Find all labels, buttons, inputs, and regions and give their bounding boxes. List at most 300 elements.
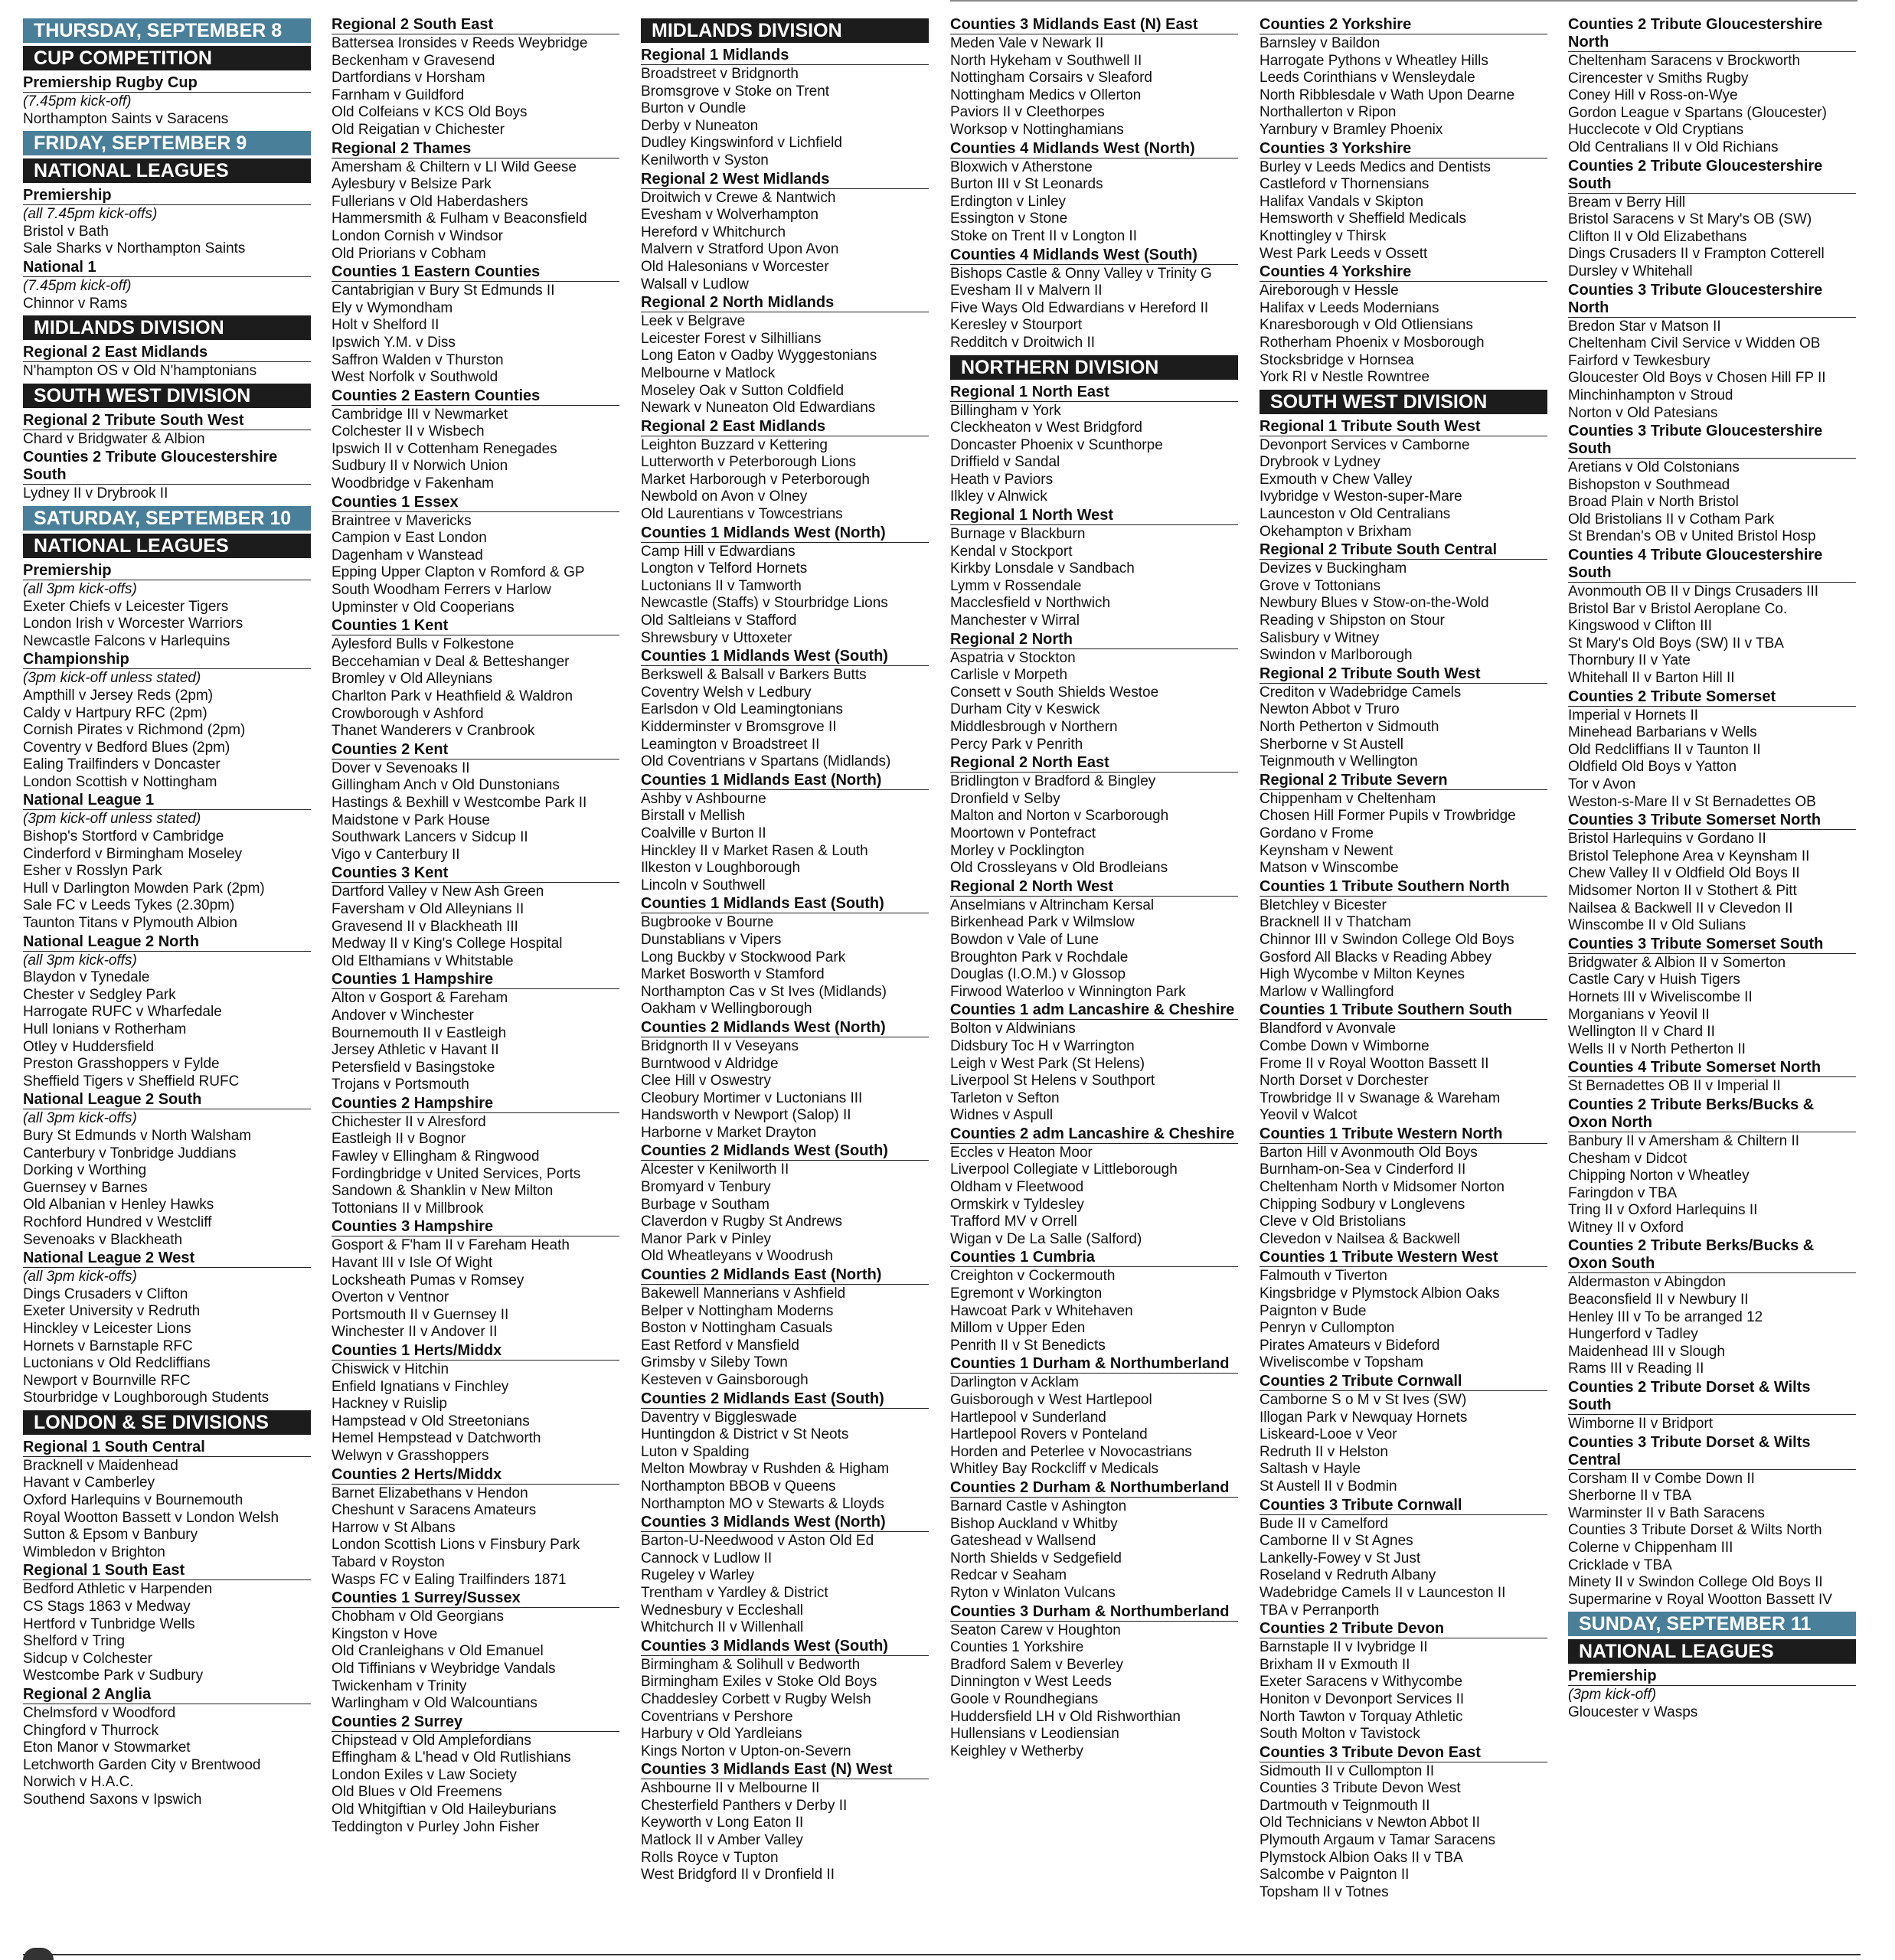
fixture: Teignmouth v Wellington — [1260, 753, 1418, 770]
fixture: Imperial v Hornets II — [1568, 707, 1698, 724]
fixture: Heath v Paviors — [950, 471, 1054, 488]
fixture: Blandford v Avonvale — [1260, 1021, 1397, 1037]
fixture: Wednesbury v Eccleshall — [641, 1602, 803, 1619]
fixture: Stourbridge v Loughborough Students — [23, 1390, 270, 1406]
fixture: Canterbury v Tonbridge Juddians — [23, 1145, 237, 1161]
fixture: Ivybridge v Weston-super-Mare — [1260, 488, 1462, 505]
division-banner: NATIONAL LEAGUES — [23, 158, 311, 183]
fixture: Epping Upper Clapton v Romford & GP — [332, 564, 585, 581]
fixture: Lutterworth v Peterborough Lions — [641, 454, 856, 471]
league-heading: Counties 2 Midlands West (North) — [641, 1018, 929, 1037]
fixture: Coventry Welsh v Ledbury — [641, 684, 812, 701]
fixture: Northampton MO v Stewarts & Lloyds — [641, 1495, 884, 1512]
fixture: Hull Ionians v Rotherham — [23, 1021, 187, 1037]
fixture: West Bridgford II v Dronfield II — [641, 1867, 835, 1883]
fixture: Cinderford v Birmingham Moseley — [23, 845, 243, 862]
fixture: Chippenham v Cheltenham — [1260, 790, 1436, 807]
fixture: Harbury v Old Yardleians — [641, 1726, 802, 1743]
fixture: Millom v Upper Eden — [950, 1320, 1086, 1337]
league-heading: Regional 1 North East — [950, 383, 1238, 402]
league-heading: Regional 2 South East — [332, 15, 619, 34]
fixture: Vigo v Canterbury II — [332, 846, 460, 863]
fixture: Bolton v Aldwinians — [950, 1021, 1076, 1037]
fixture: Ryton v Winlaton Vulcans — [950, 1584, 1116, 1601]
fixture: Norton v Old Patesians — [1568, 404, 1718, 421]
fixture: Kendal v Stockport — [950, 543, 1073, 560]
fixture: Rams III v Reading II — [1568, 1361, 1704, 1377]
fixture: Whitley Bay Rockcliff v Medicals — [950, 1461, 1159, 1478]
fixture: Clifton II v Old Elizabethans — [1568, 228, 1747, 245]
fixture: Boston v Nottingham Casuals — [641, 1320, 833, 1337]
fixture: Burntwood v Aldridge — [641, 1055, 779, 1072]
league-heading: Counties 1 adm Lancashire & Cheshire — [950, 1001, 1238, 1020]
fixture: Chipstead v Old Amplefordians — [332, 1732, 531, 1749]
fixture: Ilkeston v Loughborough — [641, 860, 801, 877]
fixture: Jersey Athletic v Havant II — [332, 1042, 499, 1059]
fixture: Ashbourne II v Melbourne II — [641, 1780, 820, 1797]
fixture: Dartford Valley v New Ash Green — [332, 884, 544, 900]
fixture: Cantabrigian v Bury St Edmunds II — [332, 283, 555, 299]
fixture: Darlington v Acklam — [950, 1374, 1079, 1391]
league-heading: Counties 2 Tribute Dorset & Wilts South — [1568, 1378, 1856, 1415]
fixture: Drybrook v Lydney — [1260, 454, 1380, 471]
fixture: Royal Wootton Bassett v London Welsh — [23, 1509, 279, 1526]
fixture: Nottingham Corsairs v Sleaford — [950, 70, 1152, 87]
fixture: Grove v Tottonians — [1260, 577, 1381, 594]
fixture: Birmingham & Solihull v Bedworth — [641, 1656, 861, 1673]
fixture: Locksheath Pumas v Romsey — [332, 1272, 524, 1289]
fixture: Rolls Royce v Tupton — [641, 1849, 779, 1866]
fixture: Handsworth v Newport (Salop) II — [641, 1107, 851, 1124]
fixture: Nottingham Medics v Ollerton — [950, 87, 1142, 103]
league-heading: Counties 2 Durham & Northumberland — [950, 1478, 1238, 1498]
fixture: Gloucester v Wasps — [1568, 1704, 1698, 1720]
fixture: Thanet Wanderers v Cranbrook — [332, 723, 535, 740]
fixture: Bishop Auckland v Whitby — [950, 1515, 1118, 1532]
fixture: Chelmsford v Woodford — [23, 1705, 176, 1721]
fixture: Clee Hill v Oswestry — [641, 1073, 771, 1089]
fixture: Exeter University v Redruth — [23, 1303, 201, 1320]
fixture: Birstall v Mellish — [641, 808, 746, 825]
league-heading: Regional 2 East Midlands — [23, 343, 311, 362]
division-banner: LONDON & SE DIVISIONS — [23, 1410, 311, 1435]
fixture: Old Bristolians II v Cotham Park — [1568, 511, 1775, 528]
fixture: Rochford Hundred v Westcliff — [23, 1214, 212, 1230]
fixture: London Scottish Lions v Finsbury Park — [332, 1537, 580, 1553]
league-heading: Counties 1 Midlands East (North) — [641, 771, 929, 790]
fixture: Honiton v Devonport Services II — [1260, 1690, 1465, 1707]
fixture: Bletchley v Bicester — [1260, 897, 1387, 913]
fixture: Lydney II v Drybrook II — [23, 485, 168, 502]
fixture: Widnes v Aspull — [950, 1107, 1054, 1124]
fixture: Burbage v Southam — [641, 1196, 769, 1213]
fixture: Leamington v Broadstreet II — [641, 736, 820, 753]
fixture: Durham City v Keswick — [950, 701, 1100, 718]
fixture: CS Stags 1863 v Medway — [23, 1599, 191, 1615]
league-heading: Regional 1 North West — [950, 506, 1238, 525]
fixture: Bristol Saracens v St Mary's OB (SW) — [1568, 211, 1812, 228]
fixture: Northampton Cas v St Ives (Midlands) — [641, 983, 887, 1000]
fixture: Weston-s-Mare II v St Bernadettes OB — [1568, 793, 1816, 810]
day-banner: THURSDAY, SEPTEMBER 8 — [23, 18, 311, 43]
fixture: Saffron Walden v Thurston — [332, 351, 504, 368]
fixture: Paviors II v Cleethorpes — [950, 104, 1105, 121]
fixture: Southwark Lancers v Sidcup II — [332, 829, 528, 846]
fixture: St Mary's Old Boys (SW) II v TBA — [1568, 635, 1784, 652]
fixture: St Brendan's OB v United Bristol Hosp — [1568, 528, 1816, 545]
fixture: Old Laurentians v Towcestrians — [641, 506, 843, 523]
fixture: London Cornish v Windsor — [332, 227, 503, 244]
kickoff-note: (all 3pm kick-offs) — [23, 580, 137, 597]
fixture: Hungerford v Tadley — [1568, 1326, 1698, 1343]
fixture: Aspatria v Stockton — [950, 649, 1076, 666]
fixture: TBA v Perranporth — [1260, 1602, 1380, 1619]
fixture: Lincoln v Southwell — [641, 877, 766, 893]
league-heading: Counties 3 Tribute Dorset & Wilts Central — [1568, 1433, 1856, 1470]
publisher-logo-icon — [23, 1948, 54, 1960]
fixture: Wellington II v Chard II — [1568, 1024, 1715, 1040]
fixture: Bristol Harlequins v Gordano II — [1568, 831, 1766, 848]
fixture: Chipping Sodbury v Longlevens — [1260, 1196, 1465, 1213]
fixture: Meden Vale v Newark II — [950, 35, 1104, 51]
fixture: Old Colfeians v KCS Old Boys — [332, 104, 528, 121]
column-1 — [23, 15, 311, 1809]
division-banner: MIDLANDS DIVISION — [23, 315, 311, 340]
fixture: Andover v Winchester — [332, 1007, 474, 1024]
fixture: Evesham v Wolverhampton — [641, 207, 818, 224]
fixture: Barnstaple II v Ivybridge II — [1260, 1639, 1428, 1656]
league-heading: National League 2 West — [23, 1249, 311, 1268]
fixture: St Austell II v Bodmin — [1260, 1478, 1397, 1494]
league-heading: Counties 2 Tribute Gloucestershire South — [23, 448, 311, 485]
fixture: Gravesend II v Blackheath III — [332, 918, 518, 935]
fixture: Five Ways Old Edwardians v Hereford II — [950, 299, 1209, 316]
fixture: Halifax Vandals v Skipton — [1260, 193, 1424, 210]
fixture: Bridgwater & Albion II v Somerton — [1568, 954, 1786, 971]
fixture: Kesteven v Gainsborough — [641, 1372, 809, 1388]
fixture: Chaddesley Corbett v Rugby Welsh — [641, 1690, 871, 1707]
fixture: Newport v Bournville RFC — [23, 1372, 191, 1389]
league-heading: Counties 2 Tribute Berks/Bucks & Oxon North — [1568, 1096, 1856, 1132]
fixture: Havant III v Isle Of Wight — [332, 1255, 493, 1272]
fixture: West Park Leeds v Ossett — [1260, 245, 1428, 262]
fixture: Luton v Spalding — [641, 1443, 750, 1460]
fixture: Gateshead v Wallsend — [950, 1533, 1096, 1550]
fixture: Hemel Hempstead v Datchworth — [332, 1430, 541, 1447]
fixture: Old Albanian v Henley Hawks — [23, 1197, 214, 1214]
fixture: London Irish v Worcester Warriors — [23, 616, 243, 632]
fixture: Ashby v Ashbourne — [641, 790, 766, 807]
fixture: Liskeard-Looe v Veor — [1260, 1426, 1397, 1443]
fixture: Hackney v Ruislip — [332, 1396, 447, 1413]
fixture: Paignton v Bude — [1260, 1302, 1367, 1319]
fixture: Carlisle v Morpeth — [950, 667, 1068, 684]
fixture: Westcombe Park v Sudbury — [23, 1668, 204, 1684]
column-3 — [641, 15, 929, 1884]
fixture: Nailsea & Backwell II v Clevedon II — [1568, 900, 1793, 916]
fixture: Clevedon v Nailsea & Backwell — [1260, 1230, 1460, 1247]
fixture: Old Coventrians v Spartans (Midlands) — [641, 753, 891, 770]
league-heading: Counties 2 Tribute Cornwall — [1260, 1372, 1547, 1391]
fixture: Lymm v Rossendale — [950, 577, 1082, 594]
fixture: Erdington v Linley — [950, 193, 1067, 210]
fixture: Okehampton v Brixham — [1260, 523, 1412, 540]
league-heading: Counties 2 Surrey — [332, 1713, 619, 1732]
fixture: Old Elthamians v Whitstable — [332, 952, 514, 969]
fixture: Liverpool St Helens v Southport — [950, 1073, 1155, 1089]
fixture: North Hykeham v Southwell II — [950, 52, 1142, 69]
fixture: Hartlepool v Sunderland — [950, 1409, 1106, 1426]
fixture: Consett v South Shields Westoe — [950, 684, 1159, 701]
fixture: Coalville v Burton II — [641, 825, 766, 841]
fixture: North Tawton v Torquay Athletic — [1260, 1708, 1463, 1725]
fixture: Bloxwich v Atherstone — [950, 158, 1093, 175]
league-heading: National League 2 North — [23, 933, 311, 952]
fixture: Cheltenham North v Midsomer Norton — [1260, 1179, 1505, 1196]
fixture: Counties 3 Tribute Dorset & Wilts North — [1568, 1522, 1822, 1539]
fixture: Midsomer Norton II v Stothert & Pitt — [1568, 882, 1797, 899]
fixture: Camborne II v St Agnes — [1260, 1533, 1413, 1550]
fixture: Ipswich II v Cottenham Renegades — [332, 440, 557, 457]
league-heading: Counties 2 Tribute Somerset — [1568, 688, 1856, 707]
fixture: Broughton Park v Rochdale — [950, 949, 1129, 965]
fixture: Bradford Salem v Beverley — [950, 1656, 1123, 1673]
fixture: Farnham v Guildford — [332, 87, 465, 103]
fixture: Eccles v Heaton Moor — [950, 1144, 1093, 1161]
division-banner: CUP COMPETITION — [23, 46, 311, 70]
fixture: Birkenhead Park v Wilmslow — [950, 914, 1135, 931]
fixture: Warlingham v Old Walcountians — [332, 1695, 537, 1712]
fixture: Harrogate RUFC v Wharfedale — [23, 1004, 222, 1021]
fixture: Harrogate Pythons v Wheatley Hills — [1260, 52, 1488, 69]
fixture: Fawley v Ellingham & Ringwood — [332, 1148, 540, 1165]
fixture: Old Tiffinians v Weybridge Vandals — [332, 1660, 556, 1677]
fixture: Liverpool Collegiate v Littleborough — [950, 1161, 1178, 1178]
fixture: Old Wheatleyans v Woodrush — [641, 1248, 833, 1265]
fixture: Wasps FC v Ealing Trailfinders 1871 — [332, 1571, 567, 1588]
league-heading: Counties 3 Midlands West (North) — [641, 1513, 929, 1532]
fixture: Keynsham v Newent — [1260, 842, 1393, 859]
league-heading: Premiership Rugby Cup — [23, 74, 311, 93]
fixture: Alcester v Kenilworth II — [641, 1161, 789, 1178]
division-banner: NATIONAL LEAGUES — [23, 534, 311, 558]
fixture: Illogan Park v Newquay Hornets — [1260, 1409, 1468, 1426]
fixture: Percy Park v Penrith — [950, 736, 1083, 753]
fixture: Old Redcliffians II v Taunton II — [1568, 741, 1761, 758]
fixture: Burton III v St Leonards — [950, 176, 1103, 193]
fixture: Didsbury Toc H v Warrington — [950, 1037, 1135, 1054]
league-heading: Counties 1 Tribute Western North — [1260, 1125, 1547, 1144]
fixture: Bugbrooke v Bourne — [641, 914, 774, 931]
fixture: Kingsbridge v Plymstock Albion Oaks — [1260, 1285, 1500, 1302]
fixture: Sidmouth II v Cullompton II — [1260, 1762, 1435, 1779]
fixture: Warminster II v Bath Saracens — [1568, 1504, 1765, 1521]
fixture: Creighton v Cockermouth — [950, 1268, 1116, 1285]
fixture: Dartfordians v Horsham — [332, 70, 485, 87]
fixture: Fullerians v Old Haberdashers — [332, 193, 528, 210]
fixture: Oxford Harlequins v Bournemouth — [23, 1492, 243, 1509]
fixture: Kidderminster v Bromsgrove II — [641, 719, 837, 735]
fixture: Manchester v Wirral — [950, 612, 1080, 629]
fixture: Stoke on Trent II v Longton II — [950, 227, 1137, 244]
fixture: Lankelly-Fowey v St Just — [1260, 1550, 1421, 1566]
fixture: Birmingham Exiles v Stoke Old Boys — [641, 1674, 877, 1690]
fixture: Evesham II v Malvern II — [950, 283, 1103, 299]
fixture: Claverdon v Rugby St Andrews — [641, 1214, 842, 1230]
fixture: Burton v Oundle — [641, 100, 747, 117]
fixture: Sheffield Tigers v Sheffield RUFC — [23, 1073, 240, 1089]
fixture: Hinckley v Leicester Lions — [23, 1320, 191, 1337]
fixture: Roseland v Redruth Albany — [1260, 1567, 1436, 1584]
fixture: Salisbury v Witney — [1260, 629, 1380, 646]
fixture: Cricklade v TBA — [1568, 1557, 1672, 1573]
fixture: Cambridge III v Newmarket — [332, 406, 508, 423]
fixture: Battersea Ironsides v Reeds Weybridge — [332, 35, 588, 51]
fixture: Sale FC v Leeds Tykes (2.30pm) — [23, 897, 235, 914]
fixture: Faringdon v TBA — [1568, 1184, 1678, 1201]
league-heading: Premiership — [23, 186, 311, 205]
fixture: Letchworth Garden City v Brentwood — [23, 1756, 261, 1773]
fixture: Beaconsfield II v Newbury II — [1568, 1292, 1749, 1308]
fixture: Hullensians v Leodiensian — [950, 1726, 1119, 1743]
column-2 — [332, 15, 619, 1836]
fixture: Coventrians v Pershore — [641, 1708, 793, 1725]
fixture: Exeter Chiefs v Leicester Tigers — [23, 598, 229, 615]
fixture: Old Cranleighans v Old Emanuel — [332, 1643, 544, 1660]
fixture: Dudley Kingswinford v Lichfield — [641, 135, 842, 152]
league-heading: Counties 3 Hampshire — [332, 1217, 619, 1236]
fixture: Leighton Buzzard v Kettering — [641, 436, 828, 453]
fixture: Tor v Avon — [1568, 776, 1636, 792]
fixture: Bishop's Stortford v Cambridge — [23, 828, 224, 845]
league-heading: Regional 2 Thames — [332, 139, 619, 158]
fixture: Redditch v Droitwich II — [950, 334, 1096, 351]
fixture: Yarnbury v Bramley Phoenix — [1260, 121, 1443, 138]
fixture: Leeds Corinthians v Wensleydale — [1260, 70, 1475, 87]
fixture: Tottonians II v Millbrook — [332, 1200, 484, 1217]
fixture: Kenilworth v Syston — [641, 152, 769, 168]
fixture: Bishopston v Southmead — [1568, 476, 1730, 493]
fixture: Devizes v Buckingham — [1260, 560, 1407, 577]
fixture: Redruth II v Helston — [1260, 1443, 1388, 1460]
fixture: Coventry v Bedford Blues (2pm) — [23, 739, 230, 756]
fixture: Manor Park v Pinley — [641, 1230, 772, 1247]
league-heading: Premiership — [23, 561, 311, 580]
league-heading: Regional 1 Tribute South West — [1260, 417, 1547, 436]
fixture: Faversham v Old Alleynians II — [332, 900, 524, 917]
fixture: Oldfield Old Boys v Yatton — [1568, 759, 1737, 776]
fixture: Whitchurch II v Willenhall — [641, 1619, 804, 1636]
fixture: Malvern v Stratford Upon Avon — [641, 241, 839, 258]
fixture: Market Harborough v Peterborough — [641, 471, 870, 488]
fixture: Old Crossleyans v Old Brodleians — [950, 860, 1168, 877]
fixture: Bromyard v Tenbury — [641, 1179, 771, 1196]
fixture: Bury St Edmunds v North Walsham — [23, 1127, 252, 1144]
fixture: Trentham v Yardley & District — [641, 1584, 828, 1601]
fixture: Shrewsbury v Uttoxeter — [641, 629, 792, 646]
fixture: Colerne v Chippenham III — [1568, 1540, 1733, 1556]
fixture: Cannock v Ludlow II — [641, 1550, 773, 1566]
fixture: North Ribblesdale v Wath Upon Dearne — [1260, 87, 1515, 103]
league-heading: Counties 3 Tribute Cornwall — [1260, 1496, 1547, 1515]
league-heading: Counties 1 Eastern Counties — [332, 263, 619, 282]
fixture: Bude II v Camelford — [1260, 1515, 1388, 1532]
fixture: Horden and Peterlee v Novocastrians — [950, 1443, 1192, 1460]
fixture: West Norfolk v Southwold — [332, 369, 498, 386]
fixture: Norwich v H.A.C. — [23, 1774, 134, 1791]
league-heading: Counties 2 Tribute Devon — [1260, 1619, 1547, 1638]
fixture: York RI v Nestle Rowntree — [1260, 369, 1430, 386]
day-banner: SUNDAY, SEPTEMBER 11 — [1568, 1612, 1856, 1636]
fixture: Market Bosworth v Stamford — [641, 966, 825, 983]
league-heading: Counties 2 Yorkshire — [1260, 15, 1547, 34]
league-heading: Premiership — [1568, 1667, 1856, 1686]
fixture: Dartmouth v Teignmouth II — [1260, 1797, 1430, 1814]
fixture: Newcastle Falcons v Harlequins — [23, 632, 230, 649]
league-heading: Counties 4 Tribute Gloucestershire South — [1568, 546, 1856, 583]
fixture: Gordano v Frome — [1260, 825, 1374, 841]
fixture: South Molton v Tavistock — [1260, 1726, 1420, 1743]
fixture: Walsall v Ludlow — [641, 276, 749, 292]
league-heading: Counties 1 Cumbria — [950, 1248, 1238, 1267]
fixture: Chosen Hill Former Pupils v Trowbridge — [1260, 808, 1516, 825]
fixture: Bracknell v Maidenhead — [23, 1457, 178, 1474]
fixture: Beckenham v Gravesend — [332, 52, 495, 69]
league-heading: Counties 3 Tribute Gloucestershire North — [1568, 281, 1856, 318]
fixture: Long Buckby v Stockwood Park — [641, 949, 846, 965]
fixture: Frome II v Royal Wootton Bassett II — [1260, 1055, 1489, 1072]
fixture: Belper v Nottingham Moderns — [641, 1302, 834, 1319]
fixture: Rugeley v Warley — [641, 1567, 755, 1584]
fixture: Bristol Bar v Bristol Aeroplane Co. — [1568, 600, 1788, 617]
fixture: Longton v Telford Hornets — [641, 560, 808, 577]
fixture: Dover v Sevenoaks II — [332, 760, 470, 776]
league-heading: Counties 1 Tribute Southern North — [1260, 877, 1547, 897]
fixture: Hawcoat Park v Whitehaven — [950, 1302, 1133, 1319]
fixture: Hampstead v Old Streetonians — [332, 1413, 530, 1429]
fixture: N'hampton OS v Old N'hamptonians — [23, 363, 257, 380]
fixture: Banbury II v Amersham & Chiltern II — [1568, 1132, 1800, 1149]
fixture: Overton v Ventnor — [332, 1289, 449, 1306]
fixture: Aylesbury v Belsize Park — [332, 176, 492, 193]
league-heading: Counties 2 Midlands East (South) — [641, 1390, 929, 1409]
fixture: St Bernadettes OB II v Imperial II — [1568, 1078, 1781, 1095]
fixture: Melbourne v Matlock — [641, 364, 776, 381]
fixture: Aldermaston v Abingdon — [1568, 1274, 1726, 1291]
bottom-rule — [23, 1954, 1861, 1955]
fixture: Anselmians v Altrincham Kersal — [950, 897, 1155, 913]
fixture: Bournemouth II v Eastleigh — [332, 1024, 507, 1041]
fixture: Newark v Nuneaton Old Edwardians — [641, 400, 876, 416]
league-heading: Counties 4 Midlands West (South) — [950, 246, 1238, 265]
day-banner: FRIDAY, SEPTEMBER 9 — [23, 131, 311, 155]
fixture: Chew Valley II v Oldfield Old Boys II — [1568, 865, 1800, 882]
league-heading: Counties 3 Tribute Devon East — [1260, 1743, 1547, 1762]
fixture: Maidenhead III v Slough — [1568, 1343, 1725, 1360]
league-heading: Counties 2 Kent — [332, 740, 619, 760]
fixture: Upminster v Old Cooperians — [332, 599, 515, 616]
fixture: Chipping Norton v Wheatley — [1568, 1168, 1750, 1184]
fixture: Shelford v Tring — [23, 1633, 126, 1650]
league-heading: Counties 1 Tribute Western West — [1260, 1248, 1547, 1267]
fixture: Camborne S o M v St Ives (SW) — [1260, 1392, 1467, 1408]
league-heading: Counties 3 Tribute Somerset South — [1568, 935, 1856, 954]
fixture: Harrow v St Albans — [332, 1519, 456, 1536]
fixture: Castle Cary v Huish Tigers — [1568, 972, 1740, 988]
league-heading: Counties 1 Surrey/Sussex — [332, 1589, 619, 1608]
league-heading: Counties 3 Tribute Gloucestershire South — [1568, 422, 1856, 459]
fixture: Charlton Park v Heathfield & Waldron — [332, 688, 573, 704]
